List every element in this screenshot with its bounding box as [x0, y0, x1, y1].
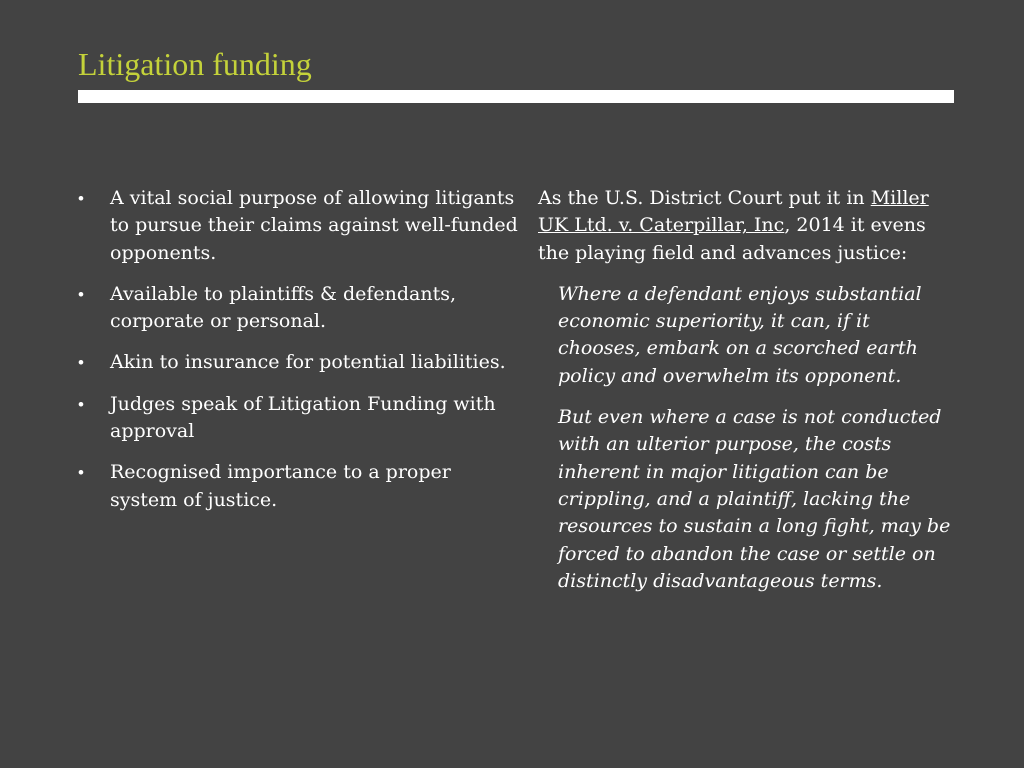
bullet-marker: • — [78, 394, 84, 414]
bullet-text: Available to plaintiffs & defendants, corporate or personal. — [110, 282, 457, 333]
bullet-marker: • — [78, 189, 84, 208]
court-quote-1: Where a defendant enjoys substantial economic superiority, it can, if it chooses, embark on a scorched earth policy and overwhelm its opponent. — [558, 282, 922, 387]
bullet-text: Akin to insurance for potential liabilities. — [110, 351, 506, 374]
intro-after: , 2014 it evens the playing field and advances justice: — [538, 214, 926, 264]
bullet-marker: • — [78, 353, 84, 373]
court-intro — [538, 185, 953, 267]
bullet-item — [78, 349, 518, 376]
intro-before: As the U.S. District Court put it in — [538, 187, 871, 209]
bullet-list — [78, 185, 518, 514]
title-divider — [78, 90, 954, 103]
bullet-item — [78, 185, 518, 267]
bullet-list-column — [78, 185, 518, 528]
bullet-item — [78, 281, 518, 336]
bullet-text: Recognised importance to a proper system of justice. — [110, 461, 451, 511]
bullet-marker: • — [78, 284, 84, 304]
case-name-link[interactable]: Miller UK Ltd. v. Caterpillar, Inc — [538, 187, 929, 237]
bullet-text: Judges speak of Litigation Funding with approval — [110, 392, 496, 443]
bullet-marker: • — [78, 463, 84, 483]
bullet-text: A vital social purpose of allowing litigants to pursue their claims against well-funded opponents. — [110, 187, 518, 264]
court-quote-2: But even where a case is not conducted with an ulterior purpose, the costs inherent in major litigation can be crippling, and a plaintiff, lacking the resources to sustain a long fight, may be forced to abandon the case or settle on distinctly disadvantageous terms. — [558, 406, 951, 592]
quote-column — [538, 185, 953, 609]
bullet-item — [78, 459, 518, 514]
slide-title: Litigation funding — [78, 46, 312, 82]
bullet-item — [78, 391, 518, 446]
